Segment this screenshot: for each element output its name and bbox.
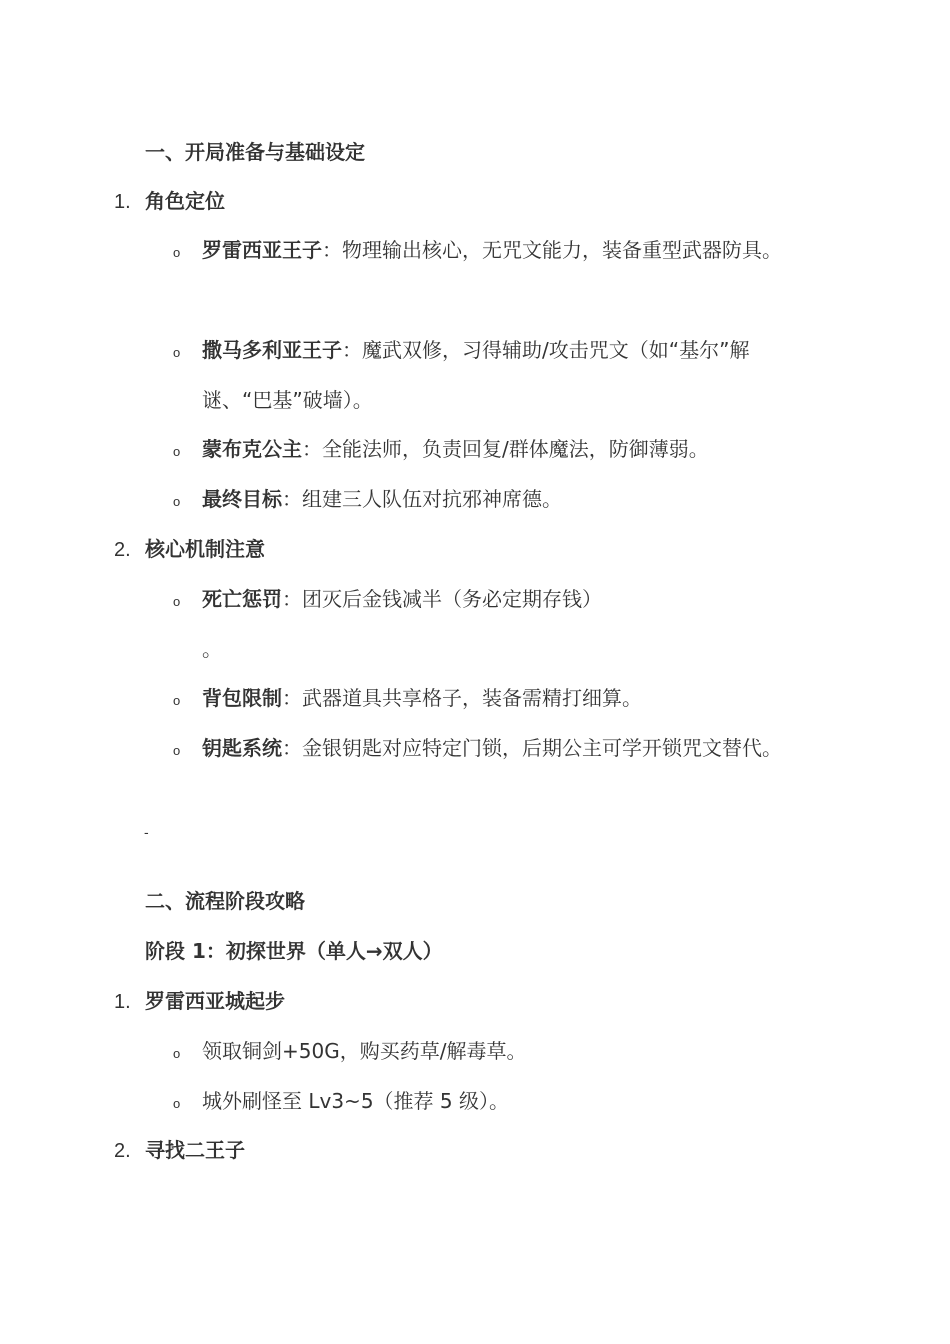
term-label: 死亡惩罚 [202, 587, 282, 611]
term-label: 背包限制 [202, 686, 282, 710]
bullet-marker: o [173, 245, 181, 260]
term-label: 罗雷西亚王子 [202, 238, 322, 262]
item-description: 城外刷怪至 Lv3~5（推荐 5 级）。 [202, 1089, 509, 1113]
term-description: 魔武双修，习得辅助/攻击咒文（如“基尔”解谜、“巴基”破墙）。 [202, 338, 750, 412]
bullet-marker: o [173, 345, 181, 360]
numbered-item [114, 187, 225, 216]
term-label: 钥匙系统 [202, 736, 282, 760]
section-heading-1: 一、开局准备与基础设定 [145, 140, 365, 164]
item-title: 罗雷西亚城起步 [145, 989, 285, 1013]
list-item-text [202, 474, 808, 524]
item-description: 领取铜剑+50G，购买药草/解毒草。 [202, 1039, 527, 1063]
item-title: 核心机制注意 [145, 537, 265, 561]
term-tail: 。 [202, 637, 222, 661]
item-title: 角色定位 [145, 189, 225, 213]
term-colon: ： [282, 736, 302, 760]
list-item-text [202, 673, 808, 723]
term-colon: ： [282, 587, 302, 611]
numbered-item [114, 1136, 245, 1165]
stage-heading: 阶段 1：初探世界（单人→双人） [145, 939, 443, 963]
bullet-marker: o [173, 1096, 181, 1111]
term-label: 最终目标 [202, 487, 282, 511]
term-label: 蒙布克公主 [202, 437, 302, 461]
term-description: 团灭后金钱减半（务必定期存钱） [302, 587, 602, 611]
numbered-item [114, 535, 265, 564]
item-number: 1. [114, 991, 131, 1013]
list-item-text [202, 225, 808, 275]
bullet-marker: o [173, 494, 181, 509]
term-colon: ： [322, 238, 342, 262]
term-label: 撒马多利亚王子 [202, 338, 342, 362]
bullet-marker: o [173, 1046, 181, 1061]
list-item-text [202, 325, 782, 425]
item-number: 1. [114, 191, 131, 213]
list-item-text [202, 1026, 808, 1076]
term-colon: ： [342, 338, 362, 362]
list-item-text [202, 574, 808, 674]
list-item-text [202, 424, 808, 474]
list-item-text [202, 723, 808, 773]
bullet-marker: o [173, 693, 181, 708]
bullet-marker: o [173, 743, 181, 758]
term-colon: ： [282, 686, 302, 710]
item-number: 2. [114, 539, 131, 561]
bullet-marker: o [173, 594, 181, 609]
section-heading-2: 二、流程阶段攻略 [145, 889, 305, 913]
term-colon: ： [302, 437, 322, 461]
numbered-item [114, 987, 285, 1016]
term-description: 金银钥匙对应特定门锁，后期公主可学开锁咒文替代。 [302, 736, 782, 760]
item-title: 寻找二王子 [145, 1138, 245, 1162]
term-description: 全能法师，负责回复/群体魔法，防御薄弱。 [322, 437, 709, 461]
list-item-text [202, 1076, 808, 1126]
item-number: 2. [114, 1140, 131, 1162]
term-colon: ： [282, 487, 302, 511]
term-description: 武器道具共享格子，装备需精打细算。 [302, 686, 642, 710]
term-description: 物理输出核心，无咒文能力，装备重型武器防具。 [342, 238, 782, 262]
separator-dash: - [144, 824, 149, 840]
bullet-marker: o [173, 444, 181, 459]
term-description: 组建三人队伍对抗邪神席德。 [302, 487, 562, 511]
